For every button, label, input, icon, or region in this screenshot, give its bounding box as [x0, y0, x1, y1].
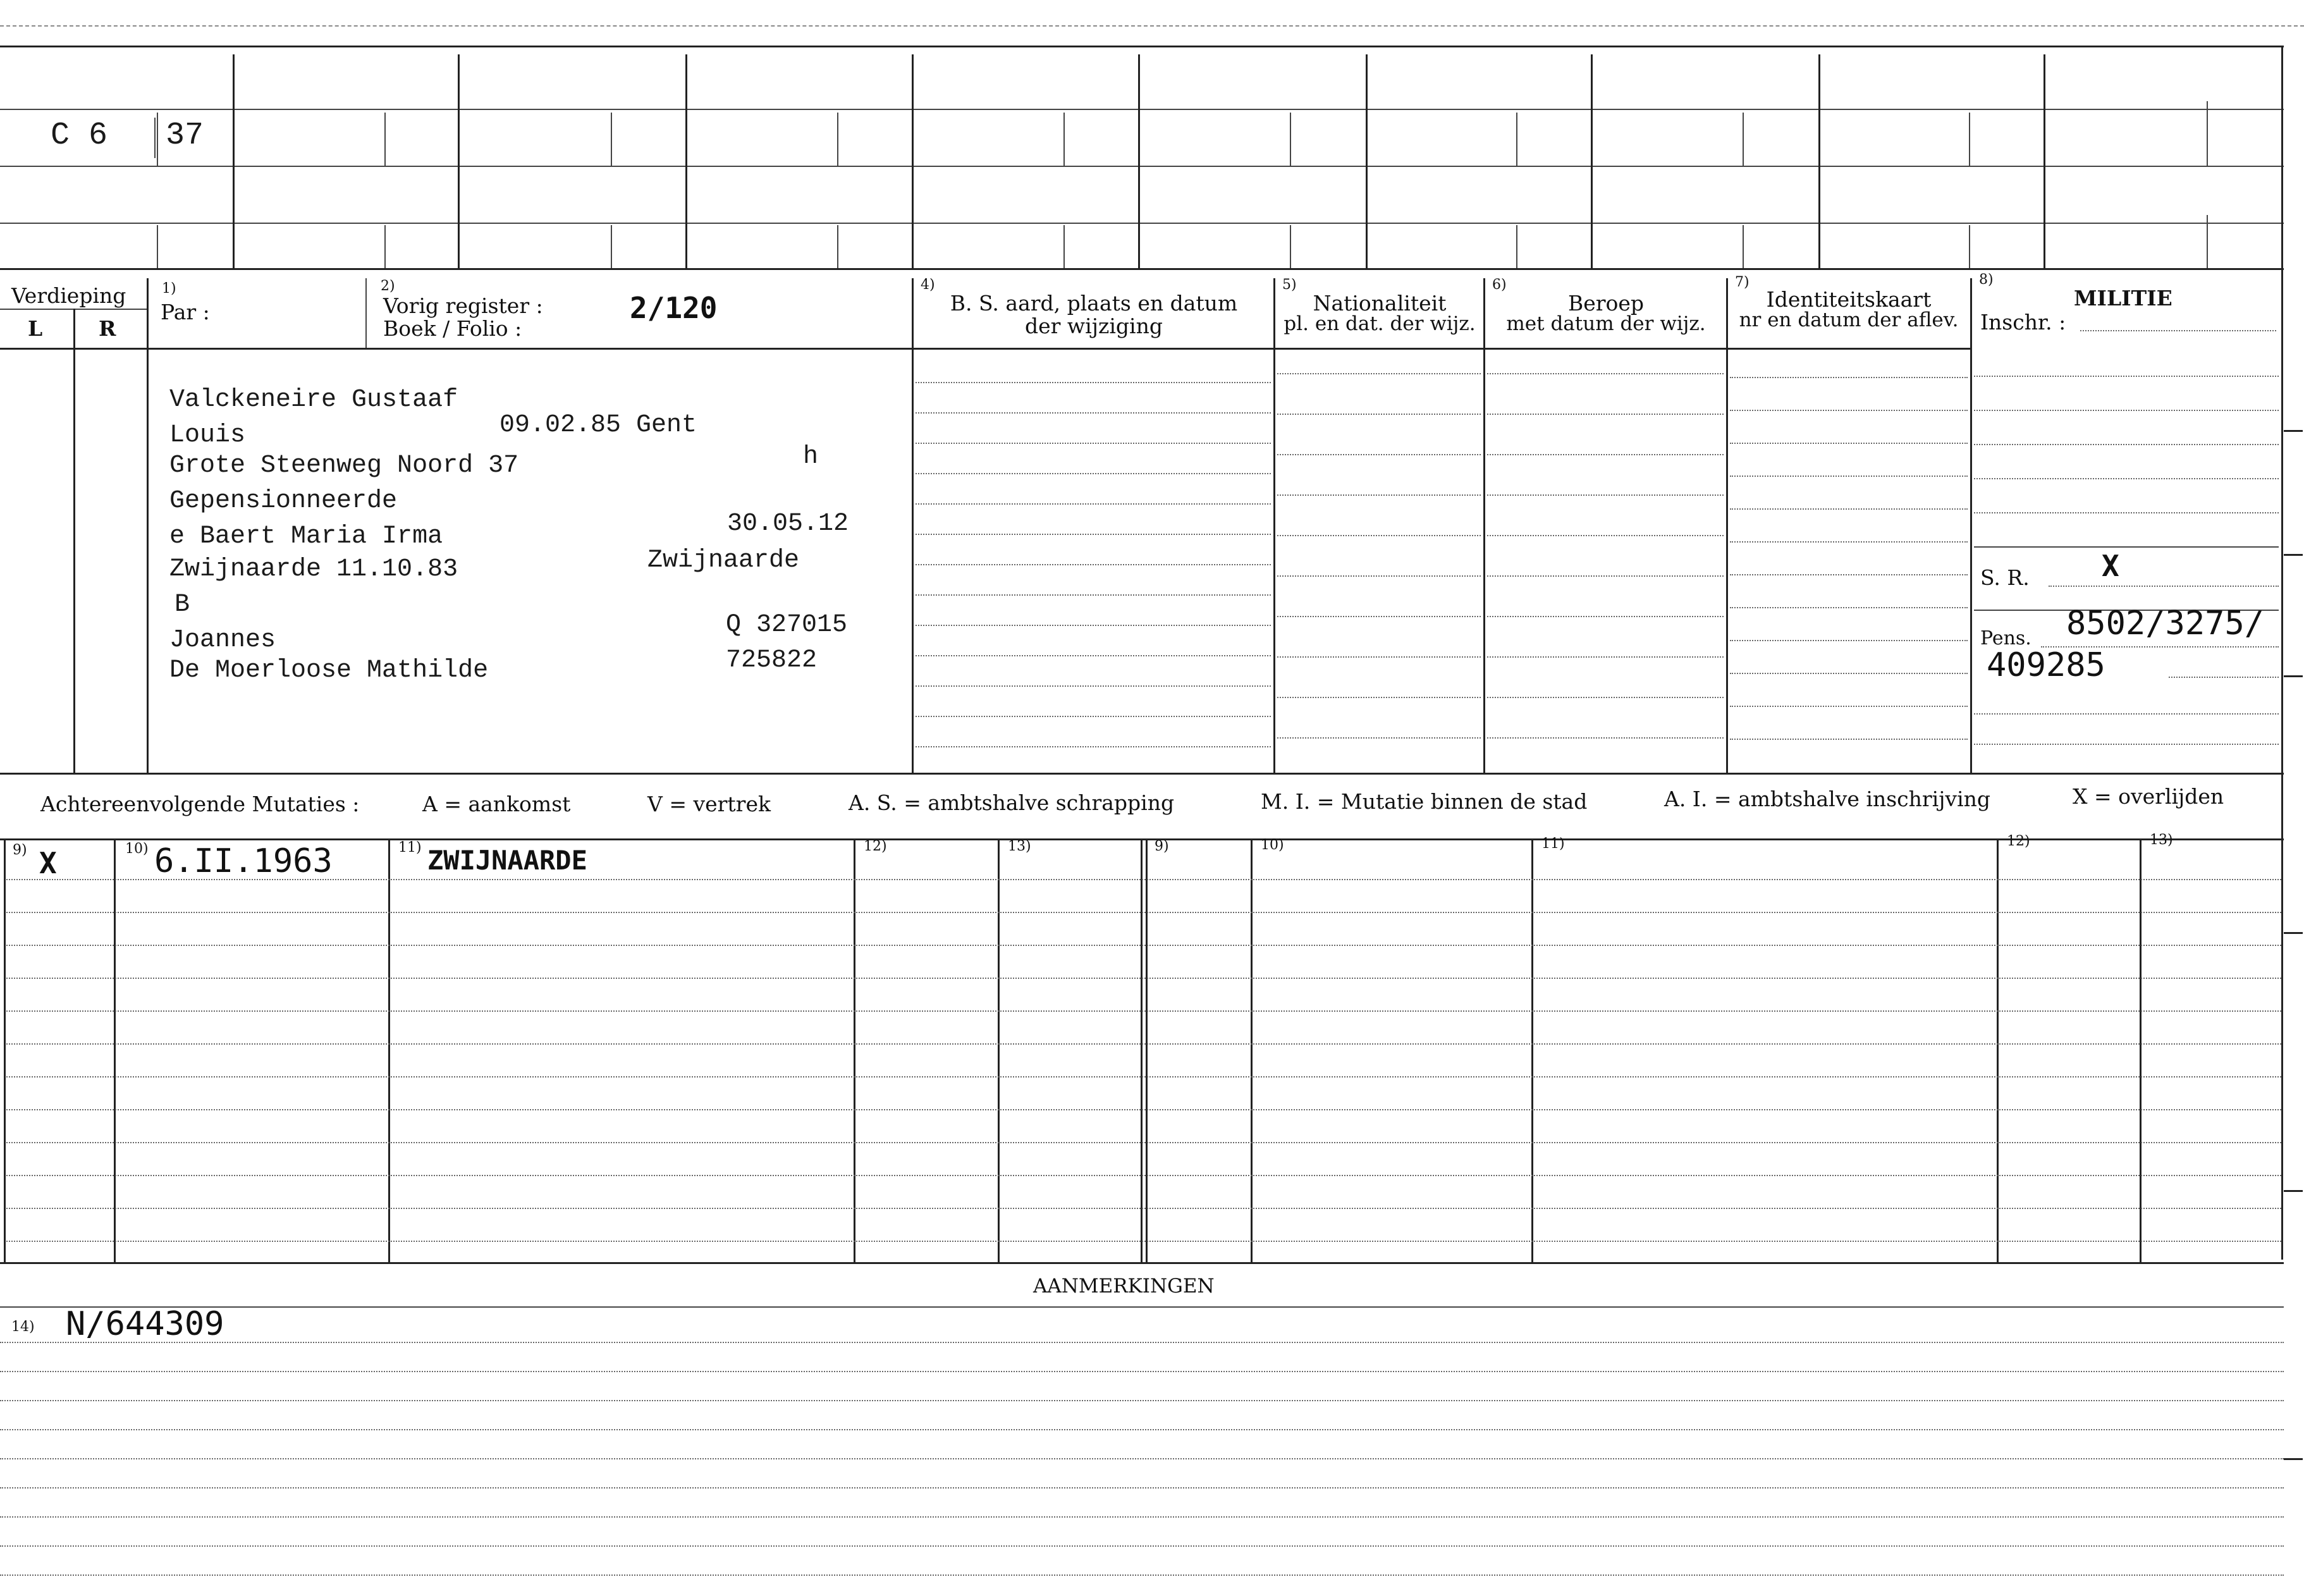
beroep-line [1487, 656, 1724, 658]
beroep-left [1483, 278, 1485, 773]
id-line [1730, 377, 1968, 378]
nat-line [1277, 616, 1481, 617]
pens-value-2: 409285 [1987, 646, 2105, 684]
mutation-col-line [1997, 838, 1999, 1262]
person-marker-h: h [803, 443, 819, 471]
nat-line [1277, 737, 1481, 739]
person-id-number-2: 725822 [726, 646, 818, 675]
pens-label: Pens. [1980, 627, 2031, 649]
grid-vline [458, 54, 460, 268]
grid-line [0, 223, 2284, 224]
person-origin-place: Zwijnaarde [647, 546, 800, 575]
mut-col-13-right: 13) [2150, 832, 2173, 848]
bs-label-1: B. S. aard, plaats en datum [950, 291, 1238, 316]
remarks-line [0, 1458, 2284, 1459]
sr-line [2049, 586, 2279, 587]
mutation-row-line [6, 1241, 2281, 1242]
person-occupation: Gepensionneerde [169, 487, 398, 515]
inschr-line [2080, 330, 2276, 331]
grid-vline-short [384, 113, 386, 166]
id-line [1730, 607, 1968, 608]
grid-vline-short [611, 225, 612, 268]
person-id-number: Q 327015 [726, 611, 848, 639]
beroep-line [1487, 454, 1724, 455]
right-border [2281, 46, 2283, 1260]
bs-line [916, 534, 1271, 535]
grid-vline-short [611, 113, 612, 166]
mutation-row-line [6, 912, 2281, 913]
mutation-mid-divider [1141, 838, 1143, 1262]
par-right [365, 278, 367, 348]
sr-label: S. R. [1980, 565, 2030, 590]
beroep-line [1487, 535, 1724, 536]
grid-vline-short [1743, 225, 1744, 268]
mutation-col-line [1531, 838, 1533, 1262]
header-bottom-line [0, 348, 1970, 350]
mutation-col-line [2140, 838, 2142, 1262]
l-label: L [28, 316, 43, 341]
bs-line [916, 412, 1271, 414]
bs-line [916, 685, 1271, 687]
nat-line [1277, 494, 1481, 496]
grid-vline [1138, 54, 1140, 268]
person-block-bottom [0, 773, 2284, 775]
grid-line [0, 268, 2284, 270]
legend-aankomst: A = aankomst [422, 792, 571, 816]
remarks-line [0, 1545, 2284, 1547]
remarks-line [0, 1342, 2284, 1343]
id-line [1730, 739, 1968, 740]
edge-tick [2284, 932, 2303, 934]
edge-tick [2284, 1190, 2303, 1192]
remarks-line [0, 1575, 2284, 1576]
pens-line [2041, 646, 2279, 648]
grid-vline [1818, 54, 1820, 268]
beroep-line [1487, 414, 1724, 415]
id-label-2: nr en datum der aflev. [1739, 309, 1959, 331]
verdieping-label: Verdieping [11, 283, 126, 308]
beroep-line [1487, 575, 1724, 577]
militie-sr-top [1974, 546, 2279, 548]
mutation-col-line [114, 838, 116, 1262]
mut-col-9-right: 9) [1155, 838, 1169, 854]
nat-line [1277, 414, 1481, 415]
mutaties-title: Achtereenvolgende Mutaties : [40, 792, 360, 816]
person-spouse: e Baert Maria Irma [169, 522, 443, 551]
militie-line [1974, 713, 2279, 715]
person-marker-b: B [175, 591, 190, 619]
bs-line [916, 655, 1271, 656]
mutation-col-line [1251, 838, 1253, 1262]
grid-vline-short [384, 225, 386, 268]
sr-value: X [2102, 549, 2119, 583]
id-left [1726, 278, 1728, 773]
mutation-row-line [6, 978, 2281, 979]
grid-top-line [0, 46, 2284, 47]
top-ref-right: 37 [166, 118, 204, 154]
pens-value-1: 8502/3275/ [2066, 605, 2265, 642]
grid-vline-short [157, 225, 158, 268]
mut-col-9-left: 9) [13, 842, 27, 858]
id-label-1: Identiteitskaart [1766, 287, 1932, 312]
bs-line [916, 503, 1271, 505]
mutation-mid-divider [1146, 838, 1148, 1262]
bs-line [916, 716, 1271, 717]
person-mother: De Moerloose Mathilde [169, 656, 489, 685]
beroep-line [1487, 494, 1724, 496]
grid-vline [685, 54, 687, 268]
field-number-7: 7) [1735, 274, 1749, 290]
remarks-line [0, 1487, 2284, 1489]
register-value: 2/120 [630, 291, 718, 325]
remarks-title: AANMERKINGEN [1033, 1275, 1215, 1298]
person-address: Grote Steenweg Noord 37 [169, 451, 519, 480]
remarks-line [0, 1516, 2284, 1518]
nat-label-1: Nationaliteit [1313, 291, 1447, 316]
legend-ambtshalve-inschrijving: A. I. = ambtshalve inschrijving [1664, 787, 1991, 811]
id-line [1730, 541, 1968, 543]
id-line [1730, 673, 1968, 674]
person-father: Joannes [169, 626, 276, 654]
legend-vertrek: V = vertrek [647, 792, 771, 816]
id-line [1730, 706, 1968, 707]
person-birth: 09.02.85 Gent [499, 411, 697, 439]
top-edge-line [0, 25, 2304, 27]
beroep-line [1487, 737, 1724, 739]
field-number-14: 14) [11, 1319, 35, 1335]
mutation-row-line [6, 1043, 2281, 1045]
mutation-type: X [39, 846, 57, 880]
remarks-value: N/644309 [66, 1305, 224, 1343]
beroep-label-2: met datum der wijz. [1506, 312, 1706, 335]
field-number-1: 1) [162, 281, 176, 297]
remarks-line [0, 1429, 2284, 1430]
bs-line [916, 382, 1271, 383]
mutation-row-line [6, 1109, 2281, 1110]
person-spouse-date: 30.05.12 [727, 510, 849, 538]
nat-line [1277, 656, 1481, 658]
militie-line [1974, 376, 2279, 377]
mutation-col-line [854, 838, 855, 1262]
grid-vline-short [1063, 225, 1065, 268]
mutation-row-line [6, 945, 2281, 946]
bs-line [916, 564, 1271, 565]
id-line [1730, 443, 1968, 444]
nat-left [1273, 278, 1275, 773]
field-number-8: 8) [1979, 272, 1994, 288]
mutation-row-line [6, 1010, 2281, 1012]
field-number-2: 2) [381, 278, 395, 294]
top-ref-separator [154, 118, 156, 158]
grid-vline-short [157, 113, 158, 166]
edge-tick [2284, 554, 2303, 556]
nat-line [1277, 373, 1481, 374]
mut-col-11-left: 11) [398, 840, 422, 856]
mut-col-12-left: 12) [864, 838, 887, 854]
mut-col-10-left: 10) [125, 841, 149, 857]
mutation-col-line [998, 838, 1000, 1262]
legend-mutatie-binnen-stad: M. I. = Mutatie binnen de stad [1261, 789, 1588, 814]
grid-vline [1591, 54, 1593, 268]
verdieping-right [147, 278, 149, 773]
mutation-row-line [6, 1142, 2281, 1143]
beroep-label-1: Beroep [1567, 291, 1645, 316]
grid-line [0, 109, 2284, 110]
nat-line [1277, 535, 1481, 536]
mutation-place: ZWIJNAARDE [427, 845, 587, 876]
nat-label-2: pl. en dat. der wijz. [1284, 312, 1476, 335]
pens-line [2169, 677, 2279, 678]
remarks-line [0, 1400, 2284, 1401]
id-line [1730, 640, 1968, 641]
grid-vline-short [1290, 225, 1291, 268]
grid-vline-short [1969, 113, 1970, 166]
militie-line [1974, 744, 2279, 745]
mut-col-10-right: 10) [1261, 837, 1284, 853]
grid-vline-short [1063, 113, 1065, 166]
field-number-5: 5) [1282, 277, 1297, 293]
field-number-6: 6) [1492, 277, 1507, 293]
id-line [1730, 508, 1968, 510]
remarks-top-line [0, 1306, 2284, 1308]
id-line [1730, 574, 1968, 575]
grid-vline [1366, 54, 1368, 268]
lr-divider [73, 309, 75, 773]
militie-label: MILITIE [2074, 286, 2172, 310]
nat-line [1277, 575, 1481, 577]
grid-vline [233, 54, 235, 268]
militie-line [1974, 444, 2279, 445]
person-origin: Zwijnaarde 11.10.83 [169, 555, 458, 584]
militie-line [1974, 512, 2279, 513]
grid-vline-short [1516, 113, 1517, 166]
bs-line [916, 746, 1271, 747]
grid-vline-short [837, 113, 838, 166]
vorig-register-label: Vorig register : [383, 293, 543, 318]
mut-col-13-left: 13) [1008, 838, 1031, 854]
mutation-date: 6.II.1963 [154, 842, 333, 880]
bs-line [916, 594, 1271, 596]
boek-folio-label: Boek / Folio : [383, 316, 522, 341]
nat-line [1277, 454, 1481, 455]
legend-ambtshalve-schrapping: A. S. = ambtshalve schrapping [849, 790, 1175, 815]
bs-label-2: der wijziging [1025, 314, 1163, 338]
edge-tick [2284, 1458, 2303, 1460]
mutation-table-bottom [0, 1262, 2284, 1264]
edge-tick [2284, 675, 2303, 677]
beroep-line [1487, 616, 1724, 617]
bs-line [916, 473, 1271, 474]
par-label: Par : [161, 300, 210, 324]
grid-vline-short [1743, 113, 1744, 166]
person-name: Valckeneire Gustaaf [169, 386, 458, 414]
id-line [1730, 476, 1968, 477]
mutation-col-line [388, 838, 390, 1262]
mutation-row-line [6, 879, 2281, 880]
mutation-row-line [6, 1175, 2281, 1176]
legend-overlijden: X = overlijden [2073, 784, 2224, 809]
beroep-line [1487, 373, 1724, 374]
nat-line [1277, 697, 1481, 698]
grid-vline [912, 54, 914, 268]
grid-vline-short [2207, 215, 2208, 268]
grid-vline-short [1969, 225, 1970, 268]
grid-vline-short [2207, 101, 2208, 166]
top-ref-left: C 6 [51, 118, 108, 154]
grid-vline-short [1516, 225, 1517, 268]
militie-line [1974, 478, 2279, 479]
mut-col-11-right: 11) [1541, 836, 1565, 852]
edge-tick [2284, 430, 2303, 432]
mutation-row-line [6, 1208, 2281, 1209]
person-firstname: Louis [169, 421, 246, 450]
grid-vline-short [1290, 113, 1291, 166]
beroep-line [1487, 697, 1724, 698]
bs-line [916, 443, 1271, 444]
id-line [1730, 410, 1968, 411]
grid-line [0, 166, 2284, 167]
inschr-label: Inschr. : [1980, 310, 2066, 335]
field-number-4: 4) [921, 277, 935, 293]
mut-col-12-right: 12) [2007, 833, 2030, 849]
mutation-row-line [6, 1076, 2281, 1077]
grid-vline-short [837, 225, 838, 268]
bs-left [912, 278, 914, 773]
militie-line [1974, 410, 2279, 411]
remarks-line [0, 1371, 2284, 1372]
bs-line [916, 625, 1271, 626]
mutation-left-border [4, 838, 6, 1262]
grid-vline [2044, 54, 2045, 268]
r-label: R [99, 316, 116, 341]
militie-left [1970, 278, 1972, 773]
